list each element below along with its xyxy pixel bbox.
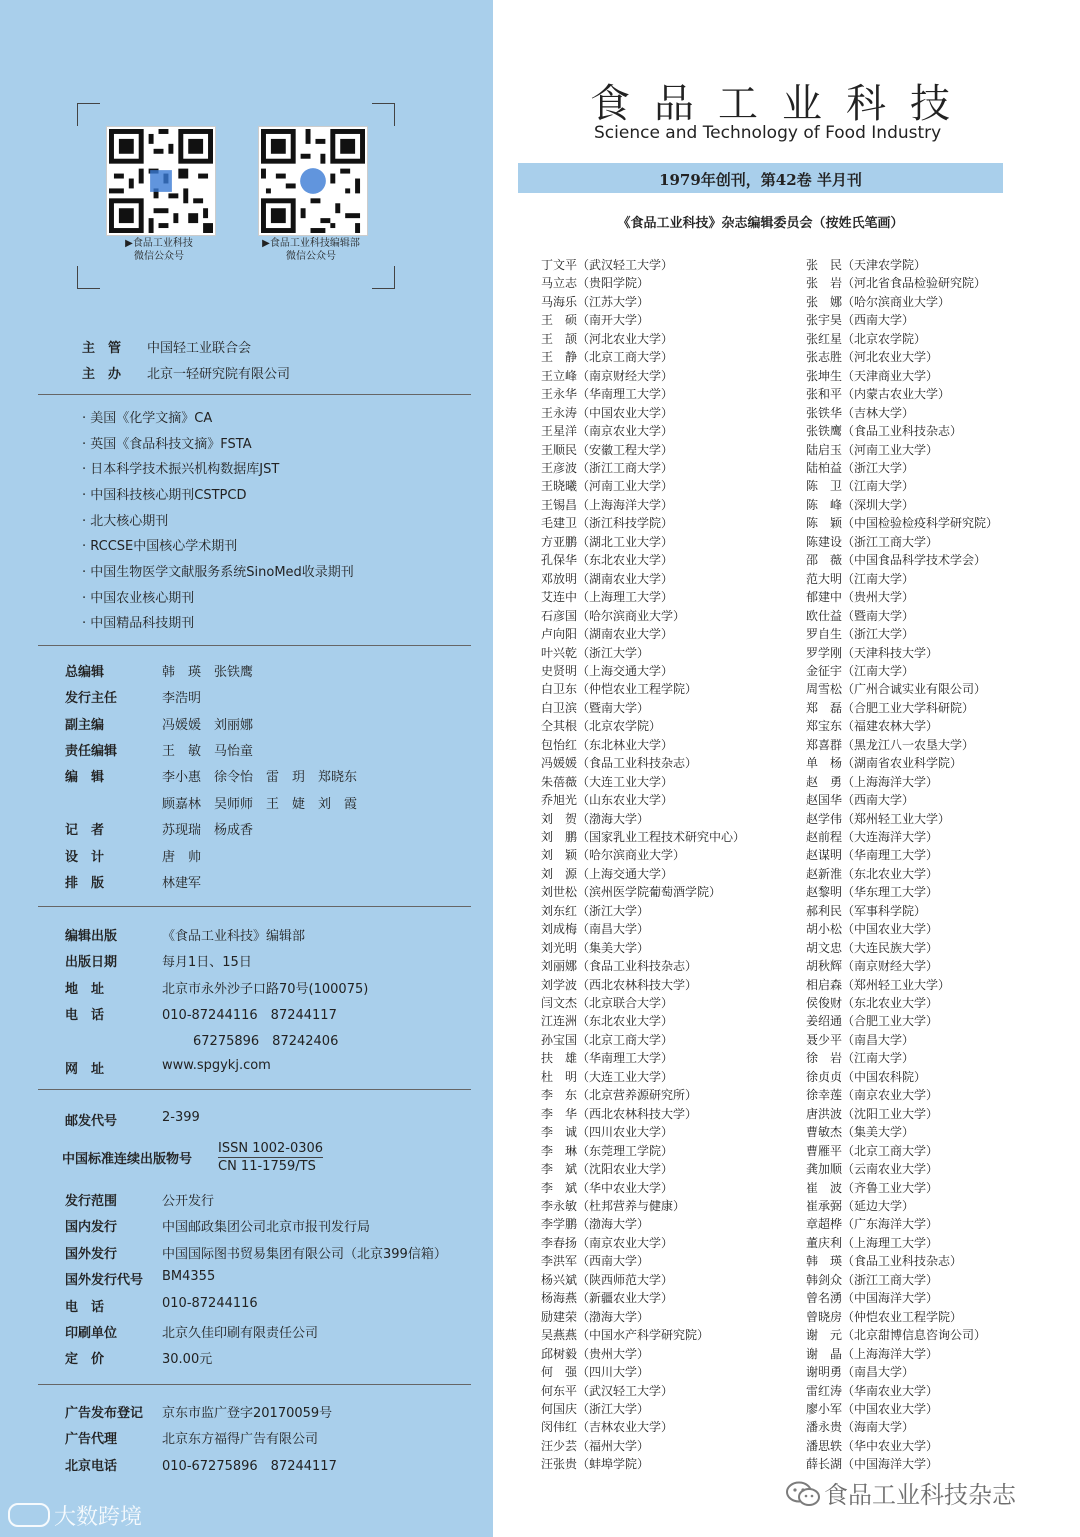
committee-member: 李 东（北京营养源研究所） — [541, 1088, 698, 1103]
committee-member: 邱树毅（贵州大学） — [541, 1346, 650, 1361]
committee-member: 刘 颖（哈尔滨商业大学） — [541, 848, 686, 863]
staff-value: 顾嘉林 吴师师 王 婕 刘 霞 — [162, 797, 358, 812]
committee-member: 刘东红（浙江大学） — [541, 903, 650, 918]
committee-member: 王立峰（南京财经大学） — [541, 368, 674, 383]
committee-member: 徐贞贞（中国农科院） — [806, 1069, 927, 1084]
committee-member: 潘思轶（华中农业大学） — [806, 1438, 939, 1453]
committee-member: 汪少芸（福州大学） — [541, 1438, 650, 1453]
committee-member: 孙宝国（北京工商大学） — [541, 1032, 674, 1047]
staff-label: 总编辑 — [65, 665, 105, 680]
indexing-item: · RCCSE中国核心学术期刊 — [82, 539, 238, 554]
qr-caption-1: ▶食品工业科技 微信公众号 — [125, 238, 193, 262]
committee-member: 刘光明（集美大学） — [541, 940, 650, 955]
ad-label: 北京电话 — [65, 1459, 118, 1474]
ad-label: 广告代理 — [65, 1432, 118, 1447]
staff-value: 林建军 — [162, 876, 202, 891]
committee-member: 何 强（四川大学） — [541, 1365, 650, 1379]
indexing-item: · 北大核心期刊 — [82, 514, 169, 529]
committee-member: 刘学波（西北农林科技大学） — [541, 977, 698, 992]
committee-member: 胡文忠（大连民族大学） — [806, 940, 939, 955]
journal-title-en: Science and Technology of Food Industry — [594, 123, 942, 143]
committee-member: 罗自生（浙江大学） — [806, 627, 915, 641]
committee-member: 潘永贵（海南大学） — [806, 1420, 915, 1435]
watermark-left: 大数跨境 — [8, 1500, 142, 1531]
committee-member: 白卫滨（暨南大学） — [541, 700, 650, 715]
left-sidebar — [0, 0, 493, 1537]
committee-member: 刘成梅（南昌大学） — [541, 922, 650, 937]
committee-member: 马海乐（江苏大学） — [541, 294, 650, 309]
committee-member: 石彦国（哈尔滨商业大学） — [541, 608, 686, 623]
committee-member: 丁文平（武汉轻工大学） — [541, 258, 674, 272]
committee-member: 白卫东（仲恺农业工程学院） — [541, 682, 698, 697]
committee-member: 李洪军（西南大学） — [541, 1254, 650, 1269]
committee-member: 单 杨（湖南省农业科学院） — [806, 756, 963, 771]
committee-member: 陈建设（浙江工商大学） — [806, 534, 939, 549]
wechat-qr-code-1[interactable] — [107, 127, 215, 235]
committee-member: 王永涛（中国农业大学） — [541, 405, 674, 420]
indexing-item: · 美国《化学文摘》CA — [82, 411, 213, 426]
committee-member: 闫文杰（北京联合大学） — [541, 996, 674, 1010]
committee-member: 唐洪波（沈阳工业大学） — [806, 1106, 939, 1121]
journal-title-cn: 食品工业科技 — [590, 81, 974, 127]
cn-value: CN 11-1759/TS — [218, 1159, 316, 1174]
committee-member: 张坤生（天津商业大学） — [806, 368, 939, 383]
committee-member: 李 华（西北农林科技大学） — [541, 1106, 698, 1121]
committee-member: 欧仕益（暨南大学） — [806, 608, 915, 623]
staff-label: 责任编辑 — [65, 744, 118, 759]
committee-member: 方亚鹏（湖北工业大学） — [541, 534, 674, 549]
frame-corner-top-right — [372, 103, 395, 126]
committee-member: 杜 明（大连工业大学） — [541, 1069, 674, 1084]
committee-member: 张志胜（河北农业大学） — [806, 350, 939, 365]
committee-member: 卢向阳（湖南农业大学） — [541, 627, 674, 641]
committee-heading: 《食品工业科技》杂志编辑委员会（按姓氏笔画） — [617, 216, 904, 231]
publishing-label: 出版日期 — [65, 955, 118, 970]
committee-member: 李春扬（南京农业大学） — [541, 1235, 674, 1250]
committee-member: 刘 源（上海交通大学） — [541, 866, 674, 881]
staff-value: 苏现瑞 杨成香 — [162, 823, 254, 838]
committee-member: 赵国华（西南大学） — [806, 793, 915, 807]
committee-member: 赵学伟（郑州轻工业大学） — [806, 811, 951, 826]
committee-member: 马立志（贵阳学院） — [541, 276, 650, 291]
committee-member: 王 颉（河北农业大学） — [541, 331, 674, 346]
committee-member: 励建荣（渤海大学） — [541, 1309, 650, 1324]
distribution-value: 30.00元 — [162, 1352, 213, 1367]
divider — [38, 1384, 471, 1385]
committee-member: 叶兴乾（浙江大学） — [541, 645, 650, 660]
qr-caption-2: ▶食品工业科技编辑部 微信公众号 — [262, 238, 360, 262]
committee-member: 陆柏益（浙江大学） — [806, 460, 915, 475]
committee-member: 张宇昊（西南大学） — [806, 313, 915, 328]
wechat-icon — [786, 1481, 820, 1507]
divider — [38, 394, 471, 395]
committee-member: 胡秋辉（南京财经大学） — [806, 959, 939, 974]
committee-member: 杨兴斌（陕西师范大学） — [541, 1272, 674, 1287]
committee-member: 张 娜（哈尔滨商业大学） — [806, 294, 951, 309]
committee-member: 薛长湖（中国海洋大学） — [806, 1457, 939, 1472]
committee-member: 谢 元（北京甜博信息咨询公司） — [806, 1328, 987, 1343]
committee-member: 韩 瑛（食品工业科技杂志） — [806, 1254, 963, 1269]
committee-member: 姜绍通（合肥工业大学） — [806, 1014, 939, 1029]
staff-label: 排 版 — [65, 876, 105, 891]
committee-member: 廖小军（中国农业大学） — [806, 1401, 939, 1416]
committee-member: 陈 卫（江南大学） — [806, 479, 915, 494]
committee-member: 曹雁平（北京工商大学） — [806, 1143, 939, 1158]
committee-member: 郑宝东（福建农林大学） — [806, 719, 939, 734]
wechat-qr-code-2[interactable] — [259, 127, 367, 235]
committee-member: 聂少平（南昌大学） — [806, 1032, 915, 1047]
committee-member: 章超桦（广东海洋大学） — [806, 1217, 939, 1232]
committee-member: 范大明（江南大学） — [806, 571, 915, 586]
committee-member: 仝其根（北京农学院） — [541, 719, 662, 734]
publishing-label: 编辑出版 — [65, 929, 118, 944]
committee-member: 杨海燕（新疆农业大学） — [541, 1291, 674, 1306]
committee-member: 郑喜群（黑龙江八一农垦大学） — [806, 737, 975, 752]
distribution-value: 北京久佳印刷有限责任公司 — [162, 1326, 319, 1341]
issue-info-band — [518, 163, 1003, 193]
distribution-value: 010-87244116 — [162, 1296, 258, 1311]
committee-member: 刘 贺（渤海大学） — [541, 811, 650, 826]
committee-member: 曹敏杰（集美大学） — [806, 1125, 915, 1140]
committee-member: 周雪松（广州合诚实业有限公司） — [806, 682, 987, 697]
distribution-label: 电 话 — [65, 1300, 105, 1315]
committee-member: 吴燕燕（中国水产科学研究院） — [541, 1328, 710, 1343]
committee-member: 李 斌（华中农业大学） — [541, 1180, 674, 1195]
sponsor-label: 主 管 — [82, 341, 122, 356]
committee-member: 董庆利（上海理工大学） — [806, 1235, 939, 1250]
committee-member: 邓放明（湖南农业大学） — [541, 571, 674, 586]
distribution-label: 定 价 — [65, 1352, 105, 1367]
committee-member: 孔保华（东北农业大学） — [541, 553, 674, 568]
staff-label: 发行主任 — [65, 691, 118, 706]
committee-member: 李 琳（东莞理工学院） — [541, 1143, 674, 1158]
committee-member: 张铁鹰（食品工业科技杂志） — [806, 424, 963, 438]
ad-value: 京东市监广登字20170059号 — [162, 1406, 333, 1421]
indexing-item: · 中国生物医学文献服务系统SinoMed收录期刊 — [82, 565, 354, 580]
committee-member: 毛建卫（浙江科技学院） — [541, 516, 674, 531]
committee-member: 赵 勇（上海海洋大学） — [806, 774, 939, 789]
committee-member: 邵 薇（中国食品科学技术学会） — [806, 553, 987, 568]
committee-member: 王永华（华南理工大学） — [541, 387, 674, 402]
distribution-label: 国内发行 — [65, 1220, 118, 1235]
committee-member: 徐幸莲（南京农业大学） — [806, 1088, 939, 1103]
staff-value: 唐 帅 — [162, 850, 202, 865]
distribution-label: 发行范围 — [65, 1194, 118, 1209]
publishing-label: 电 话 — [65, 1008, 105, 1023]
committee-member: 郁建中（贵州大学） — [806, 590, 915, 605]
staff-label: 记 者 — [65, 823, 105, 838]
publishing-label: 网 址 — [65, 1062, 105, 1077]
issn-value: ISSN 1002-0306 — [218, 1141, 324, 1156]
phone-value: 010-87244116 87244117 — [162, 1008, 337, 1023]
indexing-item: · 中国农业核心期刊 — [82, 591, 195, 606]
issn-label: 中国标准连续出版物号 — [62, 1152, 193, 1167]
indexing-item: · 英国《食品科技文摘》FSTA — [82, 437, 252, 452]
committee-member: 刘世松（滨州医学院葡萄酒学院） — [541, 885, 722, 900]
postal-code-value: 2-399 — [162, 1110, 200, 1125]
committee-member: 何东平（武汉轻工大学） — [541, 1383, 674, 1398]
staff-value: 李浩明 — [162, 691, 202, 706]
distribution-label: 国外发行 — [65, 1247, 118, 1262]
committee-member: 谢 晶（上海海洋大学） — [806, 1346, 939, 1361]
committee-member: 王彦波（浙江工商大学） — [541, 460, 674, 475]
indexing-item: · 日本科学技术振兴机构数据库JST — [82, 462, 280, 477]
ad-value: 北京东方福得广告有限公司 — [162, 1432, 319, 1447]
staff-label: 副主编 — [65, 718, 105, 733]
committee-member: 包怡红（东北林业大学） — [541, 737, 674, 752]
staff-label: 编 辑 — [65, 770, 105, 785]
committee-member: 闵伟红（吉林农业大学） — [541, 1420, 674, 1435]
committee-member: 李 诚（四川农业大学） — [541, 1125, 674, 1140]
committee-member: 雷红涛（华南农业大学） — [806, 1383, 939, 1398]
staff-value: 王 敏 马怡童 — [162, 744, 254, 759]
committee-member: 赵黎明（华东理工大学） — [806, 885, 939, 900]
distribution-value: BM4355 — [162, 1269, 216, 1284]
committee-member: 赵前程（大连海洋大学） — [806, 829, 939, 844]
committee-member: 江连洲（东北农业大学） — [541, 1014, 674, 1029]
committee-member: 王星洋（南京农业大学） — [541, 424, 674, 438]
committee-member: 曾晓房（仲恺农业工程学院） — [806, 1309, 963, 1324]
committee-member: 王 硕（南开大学） — [541, 313, 650, 328]
committee-member: 王晓曦（河南工业大学） — [541, 479, 674, 494]
committee-member: 王锡昌（上海海洋大学） — [541, 497, 674, 512]
issue-info-text: 1979年创刊，第42卷 半月刊 — [659, 171, 862, 189]
committee-member: 罗学刚（天津科技大学） — [806, 645, 939, 660]
qr-code-icon — [109, 129, 213, 233]
frame-corner-bottom-left — [77, 266, 100, 289]
committee-member: 艾连中（上海理工大学） — [541, 590, 674, 605]
frame-corner-bottom-right — [372, 266, 395, 289]
publishing-value: 《食品工业科技》编辑部 — [162, 929, 306, 944]
frame-corner-top-left — [77, 103, 100, 126]
divider — [38, 1089, 471, 1090]
committee-member: 谢明勇（南昌大学） — [806, 1365, 915, 1379]
website-link[interactable]: www.spgykj.com — [162, 1058, 271, 1073]
staff-value: 冯媛媛 刘丽娜 — [162, 718, 254, 733]
committee-member: 金征宇（江南大学） — [806, 663, 915, 678]
ad-value: 010-67275896 87244117 — [162, 1459, 337, 1474]
distribution-label: 国外发行代号 — [65, 1273, 144, 1288]
committee-member: 陈 颖（中国检验检疫科学研究院） — [806, 516, 999, 531]
committee-member: 张铁华（吉林大学） — [806, 405, 915, 420]
committee-member: 乔旭光（山东农业大学） — [541, 793, 674, 807]
committee-member: 李 斌（沈阳农业大学） — [541, 1162, 674, 1176]
distribution-value: 公开发行 — [162, 1194, 215, 1209]
qr-code-icon — [261, 129, 365, 233]
brand-logo-icon — [8, 1503, 50, 1527]
committee-member: 李学鹏（渤海大学） — [541, 1217, 650, 1232]
committee-member: 曾名湧（中国海洋大学） — [806, 1291, 939, 1306]
publishing-value: 北京市永外沙子口路70号(100075) — [162, 982, 369, 997]
committee-member: 王顺民（安徽工程大学） — [541, 442, 674, 457]
committee-member: 侯俊财（东北农业大学） — [806, 996, 939, 1010]
publishing-label: 地 址 — [65, 982, 105, 997]
committee-member: 李永敏（杜邦营养与健康） — [541, 1198, 686, 1213]
committee-member: 史贤明（上海交通大学） — [541, 663, 674, 678]
committee-member: 张和平（内蒙古农业大学） — [806, 387, 951, 402]
staff-value: 李小惠 徐令怡 雷 玥 郑晓东 — [162, 770, 358, 785]
committee-member: 张 民（天津农学院） — [806, 258, 927, 272]
divider — [38, 645, 471, 646]
indexing-item: · 中国精品科技期刊 — [82, 616, 195, 631]
divider — [38, 906, 471, 907]
committee-member: 郑 磊（合肥工业大学科研院） — [806, 700, 975, 715]
committee-member: 崔 波（齐鲁工业大学） — [806, 1180, 939, 1195]
committee-member: 扶 雄（华南理工大学） — [541, 1051, 674, 1066]
committee-member: 龚加顺（云南农业大学） — [806, 1162, 939, 1176]
committee-member: 刘 鹏（国家乳业工程技术研究中心） — [541, 829, 746, 844]
organizer-value: 北京一轻研究院有限公司 — [147, 367, 291, 382]
committee-member: 汪张贵（蚌埠学院） — [541, 1457, 650, 1472]
sponsor-value: 中国轻工业联合会 — [147, 341, 252, 356]
committee-member: 韩剑众（浙江工商大学） — [806, 1272, 939, 1287]
distribution-label: 印刷单位 — [65, 1326, 118, 1341]
distribution-value: 中国国际图书贸易集团有限公司（北京399信箱） — [162, 1247, 447, 1262]
watermark-right: 食品工业科技杂志 — [786, 1475, 1016, 1510]
committee-member: 陈 峰（深圳大学） — [806, 497, 915, 512]
committee-member: 赵新淮（东北农业大学） — [806, 866, 939, 881]
committee-member: 陆启玉（河南工业大学） — [806, 442, 939, 457]
distribution-value: 中国邮政集团公司北京市报刊发行局 — [162, 1220, 371, 1235]
committee-member: 张 岩（河北省食品检验研究院） — [806, 276, 987, 291]
indexing-item: · 中国科技核心期刊CSTPCD — [82, 488, 247, 503]
committee-member: 赵谋明（华南理工大学） — [806, 848, 939, 863]
committee-member: 相启森（郑州轻工业大学） — [806, 977, 951, 992]
committee-member: 朱蓓薇（大连工业大学） — [541, 774, 674, 789]
staff-value: 韩 瑛 张铁鹰 — [162, 665, 254, 680]
postal-code-label: 邮发代号 — [65, 1114, 118, 1129]
organizer-label: 主 办 — [82, 367, 122, 382]
publishing-value: 每月1日、15日 — [162, 955, 252, 970]
committee-member: 何国庆（浙江大学） — [541, 1401, 650, 1416]
committee-member: 冯媛媛（食品工业科技杂志） — [541, 756, 698, 771]
committee-member: 郝利民（军事科学院） — [806, 903, 927, 918]
committee-member: 张红星（北京农学院） — [806, 331, 927, 346]
phone-value: 67275896 87242406 — [193, 1034, 339, 1049]
staff-label: 设 计 — [65, 850, 105, 865]
ad-label: 广告发布登记 — [65, 1406, 144, 1421]
committee-member: 徐 岩（江南大学） — [806, 1051, 915, 1066]
committee-member: 王 静（北京工商大学） — [541, 350, 674, 365]
committee-member: 胡小松（中国农业大学） — [806, 922, 939, 937]
committee-member: 崔承弼（延边大学） — [806, 1198, 915, 1213]
committee-member: 刘丽娜（食品工业科技杂志） — [541, 959, 698, 974]
